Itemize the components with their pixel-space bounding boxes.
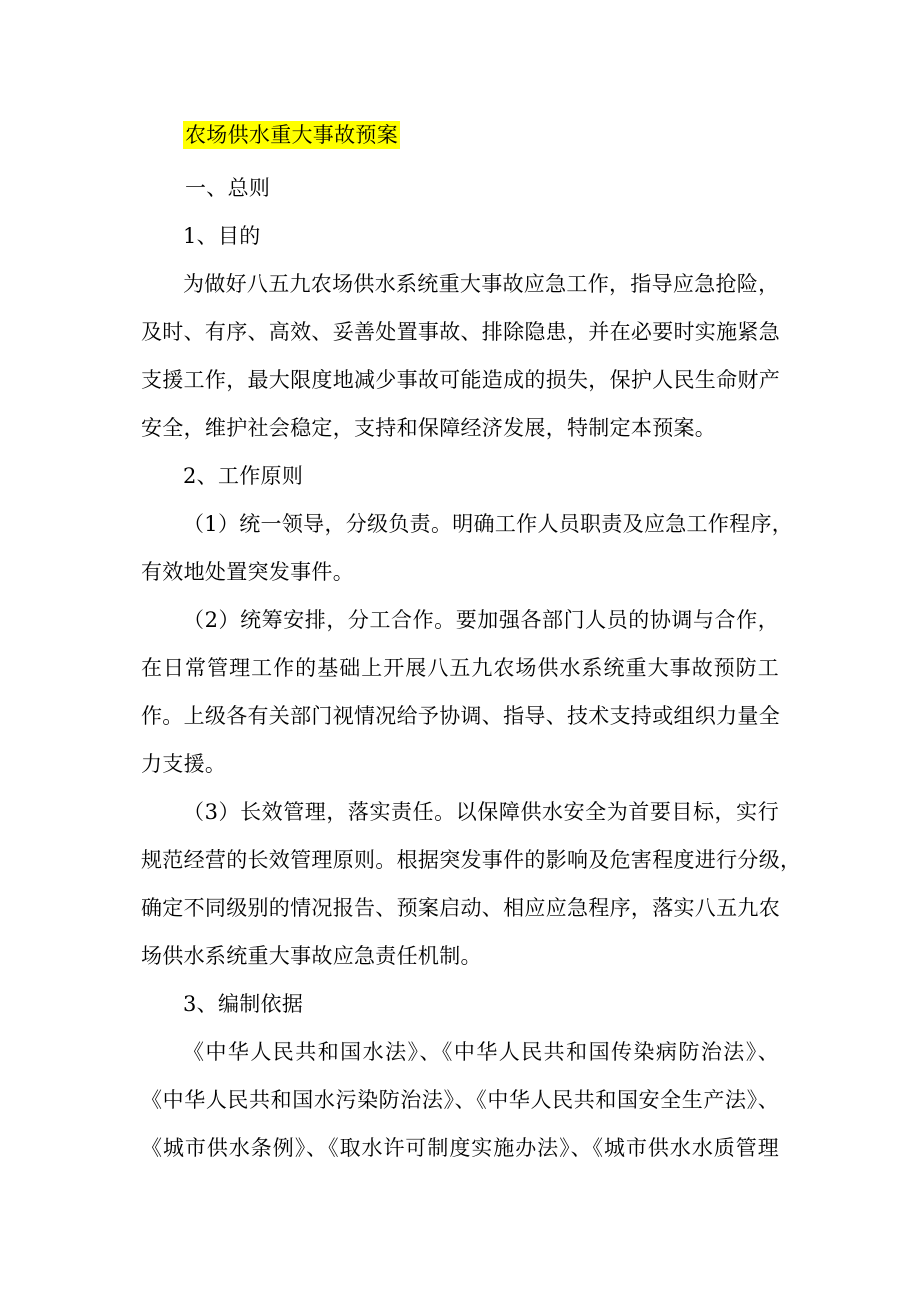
paragraph-line: 力支援。 [141, 752, 227, 776]
paragraph-line: 规范经营的长效管理原则。根据突发事件的影响及危害程度进行分级， [141, 848, 802, 872]
paragraph-line: 有效地处置突发事件。 [141, 560, 354, 584]
subsection-heading-basis: 3、编制依据 [183, 992, 304, 1016]
paragraph-line: 及时、有序、高效、妥善处置事故、排除隐患，并在必要时实施紧急 [141, 320, 780, 344]
paragraph-line: （2）统筹安排，分工合作。要加强各部门人员的协调与合作， [183, 608, 779, 632]
paragraph-line: （1）统一领导，分级负责。明确工作人员职责及应急工作程序， [183, 512, 794, 536]
paragraph-line: 《城市供水条例》、《取水许可制度实施办法》、《城市供水水质管理 [141, 1136, 779, 1160]
paragraph-line: 安全，维护社会稳定，支持和保障经济发展，特制定本预案。 [141, 416, 717, 440]
paragraph-line: （3）长效管理，落实责任。以保障供水安全为首要目标，实行 [183, 800, 779, 824]
document-title: 农场供水重大事故预案 [185, 123, 398, 147]
paragraph-line: 支援工作，最大限度地减少事故可能造成的损失，保护人民生命财产 [141, 368, 780, 392]
paragraph-line: 《中华人民共和国水污染防治法》、《中华人民共和国安全生产法》、 [141, 1088, 779, 1112]
paragraph-line: 场供水系统重大事故应急责任机制。 [141, 944, 482, 968]
paragraph-line: 为做好八五九农场供水系统重大事故应急工作，指导应急抢险， [183, 272, 780, 296]
section-heading-general: 一、总则 [185, 176, 271, 200]
paragraph-line: 确定不同级别的情况报告、预案启动、相应应急程序，落实八五九农 [141, 896, 780, 920]
paragraph-line: 在日常管理工作的基础上开展八五九农场供水系统重大事故预防工 [141, 656, 779, 680]
paragraph-line: 《中华人民共和国水法》、《中华人民共和国传染病防治法》、 [183, 1040, 779, 1064]
subsection-heading-purpose: 1、目的 [183, 224, 261, 248]
subsection-heading-principles: 2、工作原则 [183, 464, 304, 488]
paragraph-line: 作。上级各有关部门视情况给予协调、指导、技术支持或组织力量全 [141, 704, 780, 728]
